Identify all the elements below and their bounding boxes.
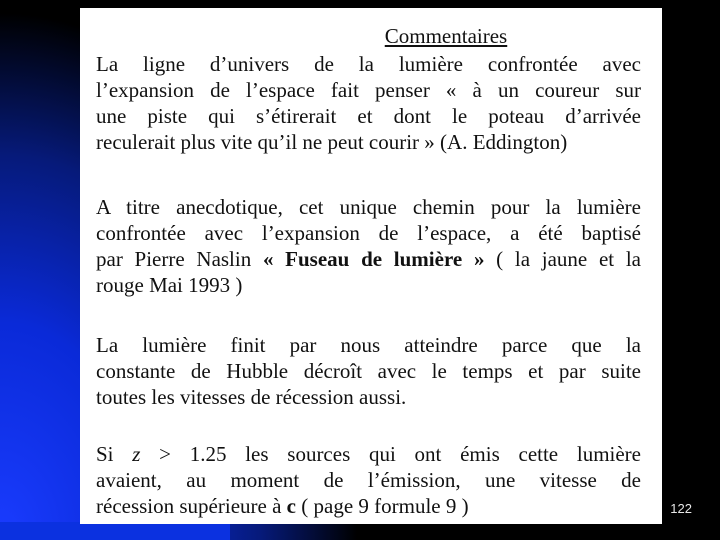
text-line: avaient, au moment de l’émission, une vitesse de xyxy=(96,468,641,492)
text-line xyxy=(96,493,641,519)
text-line xyxy=(96,441,641,467)
paragraph-redshift xyxy=(96,441,641,519)
text-segment: ( page 9 formule 9 ) xyxy=(296,494,469,518)
text-line: La ligne d’univers de la lumière confrontée avec xyxy=(96,52,641,76)
scanned-page xyxy=(80,8,662,524)
slide-bottom-bar xyxy=(0,522,230,540)
text-line: A titre anecdotique, cet unique chemin pour la lumière xyxy=(96,195,641,219)
variable-z: z xyxy=(132,442,141,466)
page-title-text: Commentaires xyxy=(384,24,508,48)
text-line: rouge Mai 1993 ) xyxy=(96,273,243,297)
bold-term: c xyxy=(286,494,296,518)
text-segment: récession supérieure à xyxy=(96,494,287,518)
text-line: constante de Hubble décroît avec le temps et par suite xyxy=(96,359,641,383)
page-title xyxy=(80,24,662,49)
text-line: confrontée avec l’expansion de l’espace, a été baptisé xyxy=(96,221,641,245)
page-number: 122 xyxy=(670,501,692,516)
bold-term: « Fuseau de lumière » xyxy=(262,247,485,271)
text-segment: > 1.25 les sources qui ont émis cette lumière xyxy=(140,442,641,466)
paragraph-eddington xyxy=(96,51,641,155)
text-line: une piste qui s’étirerait et dont le poteau d’arrivée xyxy=(96,104,641,128)
text-line: toutes les vitesses de récession aussi. xyxy=(96,385,407,409)
text-segment: ( la jaune et la xyxy=(484,247,641,271)
text-segment: par Pierre Naslin xyxy=(96,247,263,271)
text-line: La lumière finit par nous atteindre parce que la xyxy=(96,333,641,357)
paragraph-hubble xyxy=(96,332,641,410)
text-line xyxy=(96,246,641,272)
paragraph-naslin xyxy=(96,194,641,298)
text-line: reculerait plus vite qu’il ne peut courir » (A. Eddington) xyxy=(96,130,568,154)
text-segment: Si xyxy=(96,442,133,466)
text-line: l’expansion de l’espace fait penser « à un coureur sur xyxy=(96,78,641,102)
